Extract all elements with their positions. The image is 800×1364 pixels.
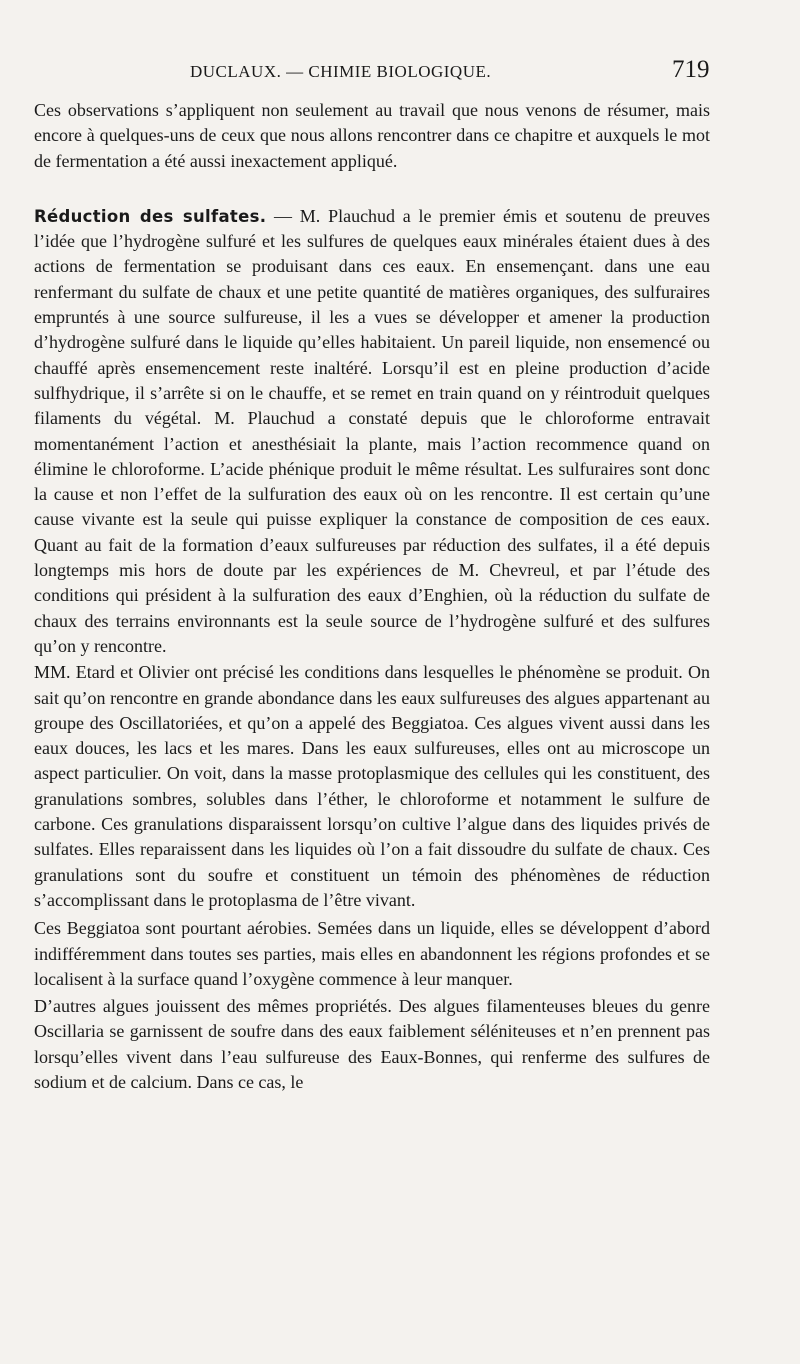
paragraph: Ces observations s’appliquent non seulement au travail que nous venons de résumer, mais encore à quelques-uns de ceux que nous allons rencontrer dans ce chapitre et auxquels le mot de fermentation a été aussi inexactement appliqué. [34,100,710,171]
paragraph: MM. Etard et Olivier ont précisé les conditions dans lesquelles le phénomène se produit. On sait qu’on rencontre en grande abondance dans les eaux sulfureuses des algues appartenant au groupe des Oscillatoriées, et qu’on a appelé des Beggiatoa. Ces algues vivent aussi dans les eaux douces, les lacs et les mares. Dans les eaux sulfureuses, elles ont au microscope un aspect particulier. On voit, dans la masse protoplasmique des cellules qui les constituent, des granulations sombres, solubles dans l’éther, le chloroforme et notamment le sulfure de carbone. Ces granulations disparaissent lorsqu’on cultive l’algue dans des liquides privés de sulfates. Elles reparaissent dans les liquides où l’on a fait dissoudre du sulfate de chaux. Ces granulations sont du soufre et constituent un témoin des phénomènes de réduction s’accomplissant dans le protoplasma de l’être vivant. [34,662,710,910]
running-title: DUCLAUX. — CHIMIE BIOLOGIQUE. [190,62,492,81]
page-number: 719 [672,56,710,83]
paragraph: Ces Beggiatoa sont pourtant aérobies. Semées dans un liquide, elles se développent d’abord indifféremment dans toutes ses parties, mais elles en abandonnent les régions profondes et se localisent à la surface quand l’oxygène commence à leur manquer. [34,918,710,989]
section-title: Réduction des sulfates. [34,206,267,226]
paragraph-text: — M. Plauchud a le premier émis et soutenu de preuves l’idée que l’hydrogène sulfuré et les sulfures de quelques eaux minérales étaient dues à des actions de fermentation se produisant dans ces eaux. En ensemençant. dans une eau renfermant du sulfate de chaux et une petite quantité de matières organiques, des sulfuraires empruntés à une source sulfureuse, il les a vues se développer et amener la production d’hydrogène sulfuré dans le liquide qu’elles habitaient. Un pareil liquide, non ensemencé ou chauffé après ensemencement reste inaltéré. Lorsqu’il est en pleine production d’acide sulfhydrique, il s’arrête si on le chauffe, et se remet en train quand on y réintroduit quelques filaments du végétal. M. Plauchud a constaté depuis que le chloroforme entravait momentanément l’action et anesthésiait la plante, mais l’action recommence quand on élimine le chloroforme. L’acide phénique produit le même résultat. Les sulfuraires sont donc la cause et non l’effet de la sulfuration des eaux où on les rencontre. Il est certain qu’une cause vivante est la seule qui puisse expliquer la constance de composition de ces eaux. Quant au fait de la formation d’eaux sulfureuses par réduction des sulfates, il a été depuis longtemps mis hors de doute par les expériences de M. Chevreul, et par l’étude des conditions qui président à la sulfuration des eaux d’Enghien, où la réduction du sulfate de chaux des terrains environnants est la seule source de l’hydrogène sulfuré et des sulfures qu’on y rencontre. [34,205,710,656]
paragraph-section [34,204,710,659]
body-text [34,98,710,1095]
running-header [0,56,800,90]
paragraph: D’autres algues jouissent des mêmes propriétés. Des algues filamenteuses bleues du genre Oscillaria se garnissent de soufre dans des eaux faiblement séléniteuses et n’en prennent pas lorsqu’elles vivent dans l’eau sulfureuse des Eaux-Bonnes, qui renferme des sulfures de sodium et de calcium. Dans ce cas, le [34,996,710,1092]
